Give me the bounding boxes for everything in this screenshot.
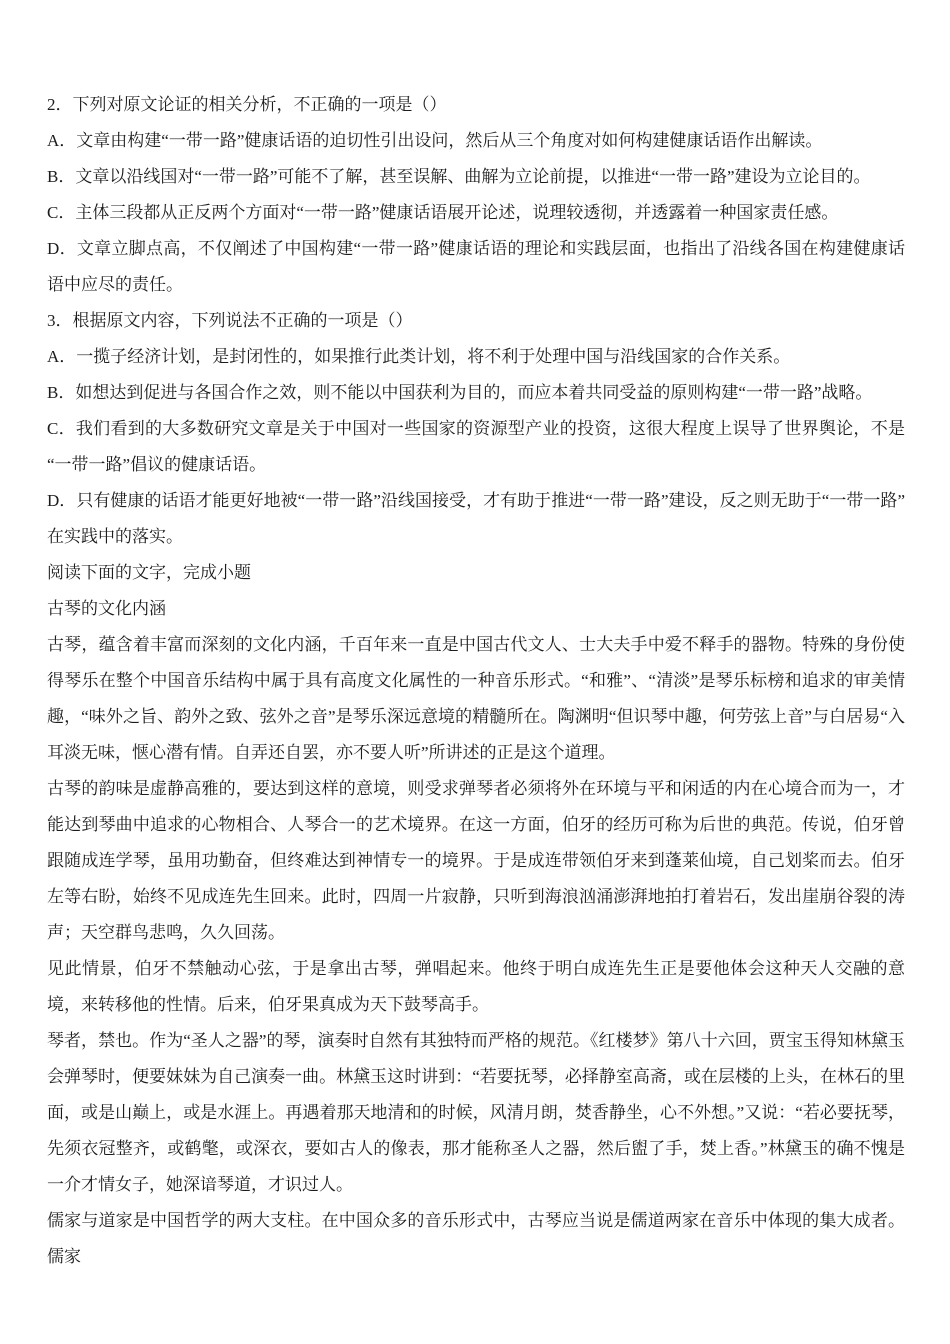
question-2-option-a: A．文章由构建“一带一路”健康话语的迫切性引出设问，然后从三个角度对如何构建健康话语作出解读。 — [47, 131, 823, 150]
question-2-option-b: B．文章以沿线国对“一带一路”可能不了解，甚至误解、曲解为立论前提，以推进“一带一路”建设为立论目的。 — [47, 167, 871, 186]
passage-paragraph-5: 儒家与道家是中国哲学的两大支柱。在中国众多的音乐形式中，古琴应当说是儒道两家在音乐中体现的集大成者。儒家 — [47, 1211, 905, 1266]
question-3-stem: 3．根据原文内容，下列说法不正确的一项是（） — [47, 311, 413, 330]
passage-paragraph-2: 古琴的韵味是虚静高雅的，要达到这样的意境，则受求弹琴者必须将外在环境与平和闲适的内在心境合而为一，才能达到琴曲中追求的心物相合、人琴合一的艺术境界。在这一方面，伯牙的经历可称为后世的典范。传说，伯牙曾跟随成连学琴，虽用功勤奋，但终难达到神情专一的境界。于是成连带领伯牙来到蓬莱仙境，自己划桨而去。伯牙左等右盼，始终不见成连先生回来。此时，四周一片寂静，只听到海浪汹涌澎湃地拍打着岩石，发出崖崩谷裂的涛声；天空群鸟悲鸣，久久回荡。 — [47, 779, 905, 942]
passage-paragraph-4: 琴者，禁也。作为“圣人之器”的琴，演奏时自然有其独特而严格的规范。《红楼梦》第八十六回，贾宝玉得知林黛玉会弹琴时，便要妹妹为自己演奏一曲。林黛玉这时讲到：“若要抚琴，必择静室高斋，或在层楼的上头，在林石的里面，或是山巅上，或是水涯上。再遇着那天地清和的时候，风清月朗，焚香静坐，心不外想。”又说：“若必要抚琴，先须衣冠整齐，或鹤氅，或深衣，要如古人的像表，那才能称圣人之器，然后盥了手，焚上香。”林黛玉的确不愧是一介才情女子，她深谙琴道，才识过人。 — [47, 1031, 905, 1194]
question-2-option-c: C．主体三段都从正反两个方面对“一带一路”健康话语展开论述，说理较透彻，并透露着一种国家责任感。 — [47, 203, 839, 222]
question-3-option-c: C．我们看到的大多数研究文章是关于中国对一些国家的资源型产业的投资，这很大程度上误导了世界舆论，不是“一带一路”倡议的健康话语。 — [47, 419, 905, 474]
passage-paragraph-1: 古琴，蕴含着丰富而深刻的文化内涵，千百年来一直是中国古代文人、士大夫手中爱不释手的器物。特殊的身份使得琴乐在整个中国音乐结构中属于具有高度文化属性的一种音乐形式。“和雅”、“清淡”是琴乐标榜和追求的审美情趣，“味外之旨、韵外之致、弦外之音”是琴乐深远意境的精髓所在。陶渊明“但识琴中趣，何劳弦上音”与白居易“入耳淡无味，惬心潜有情。自弄还自罢，亦不要人听”所讲述的正是这个道理。 — [47, 635, 905, 762]
document-content — [47, 87, 905, 1275]
question-2-stem: 2．下列对原文论证的相关分析，不正确的一项是（） — [47, 95, 447, 114]
question-3-option-a: A．一揽子经济计划，是封闭性的，如果推行此类计划，将不利于处理中国与沿线国家的合作关系。 — [47, 347, 791, 366]
passage-paragraph-3: 见此情景，伯牙不禁触动心弦，于是拿出古琴，弹唱起来。他终于明白成连先生正是要他体会这种天人交融的意境，来转移他的性情。后来，伯牙果真成为天下鼓琴高手。 — [47, 959, 905, 1014]
passage-title: 古琴的文化内涵 — [47, 599, 166, 618]
reading-instruction: 阅读下面的文字，完成小题 — [47, 563, 251, 582]
question-2-option-d: D．文章立脚点高，不仅阐述了中国构建“一带一路”健康话语的理论和实践层面，也指出了沿线各国在构建健康话语中应尽的责任。 — [47, 239, 905, 294]
question-3-option-b: B．如想达到促进与各国合作之效，则不能以中国获利为目的，而应本着共同受益的原则构建“一带一路”战略。 — [47, 383, 873, 402]
question-3-option-d: D．只有健康的话语才能更好地被“一带一路”沿线国接受，才有助于推进“一带一路”建设，反之则无助于“一带一路”在实践中的落实。 — [47, 491, 905, 546]
